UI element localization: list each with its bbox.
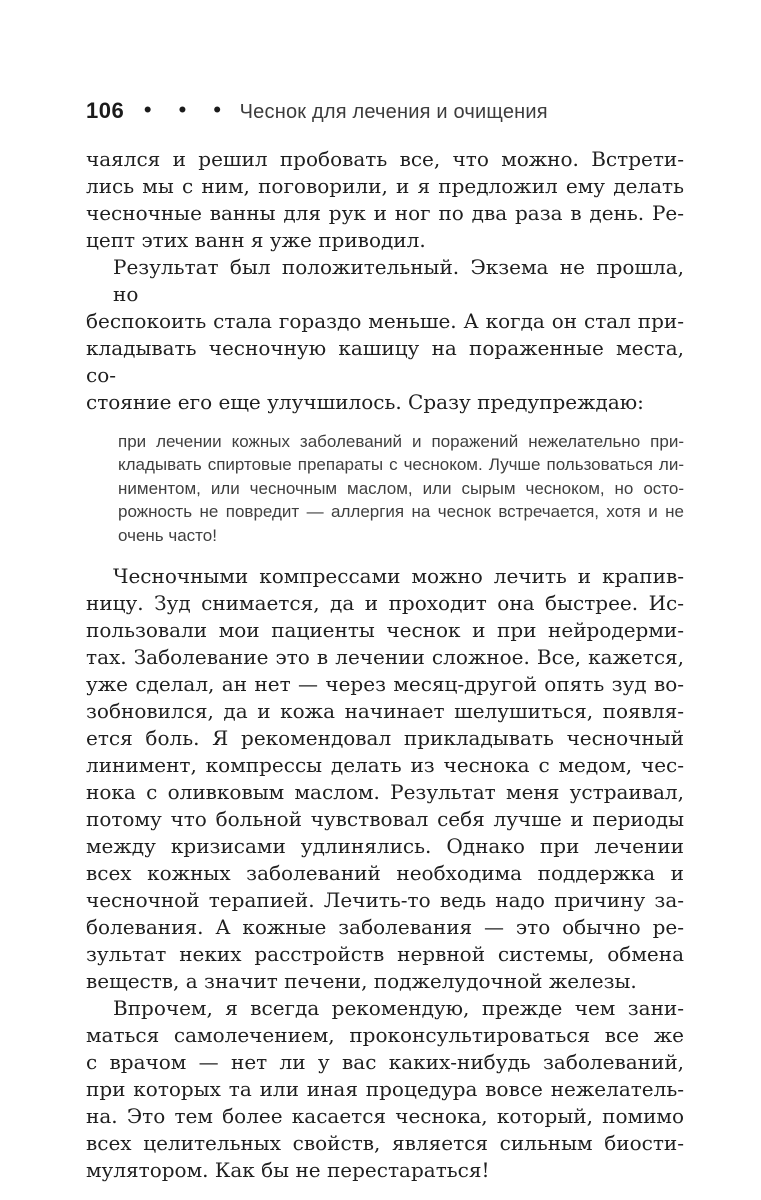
text-line: болевания. А кожные заболевания — это обычно ре- xyxy=(86,915,684,940)
text-column xyxy=(86,146,684,1184)
text-line: чесночные ванны для рук и ног по два раза в день. Ре- xyxy=(86,201,684,225)
text-line: цепт этих ванн я уже приводил. xyxy=(86,228,426,252)
text-line: с врачом — нет ли у вас каких-нибудь заболеваний, xyxy=(86,1050,684,1075)
text-line: лись мы с ним, поговорили, и я предложил ему делать xyxy=(86,174,684,198)
text-line: чесночной терапией. Лечить-то ведь надо причину за- xyxy=(86,888,684,913)
text-line: уже сделал, ан нет — через месяц-другой опять зуд во- xyxy=(86,672,684,697)
text-line: тах. Заболевание это в лечении сложное. Все, кажется, xyxy=(86,645,684,670)
text-line: кладывать спиртовые препараты с чесноком. Лучше пользоваться ли- xyxy=(118,455,684,475)
text-line: рожность не повредит — аллергия на чеснок встречается, хотя и не xyxy=(118,502,684,522)
text-line: ниментом, или чесночным маслом, или сырым чесноком, но осто- xyxy=(118,478,684,498)
paragraph xyxy=(86,563,684,995)
text-line: пользовали мои пациенты чеснок и при нейродерми- xyxy=(86,618,684,643)
text-line: при лечении кожных заболеваний и поражений нежелательно при- xyxy=(118,432,684,451)
text-line: линимент, компрессы делать из чеснока с медом, чес- xyxy=(86,753,684,778)
text-line: всех целительных свойств, является сильным биости- xyxy=(86,1131,684,1156)
text-line: зобновился, да и кожа начинает шелушиться, появля- xyxy=(86,699,684,724)
text-line: стояние его еще улучшилось. Сразу предупреждаю: xyxy=(86,390,644,414)
text-line: очень часто! xyxy=(118,525,217,545)
text-line: Чесночными компрессами можно лечить и крапив- xyxy=(113,564,684,589)
text-line: Впрочем, я всегда рекомендую, прежде чем зани- xyxy=(113,996,684,1021)
text-line: на. Это тем более касается чеснока, который, помимо xyxy=(86,1104,684,1129)
paragraph xyxy=(86,146,684,254)
text-line: Результат был положительный. Экзема не прошла, но xyxy=(113,255,684,306)
text-line: ется боль. Я рекомендовал прикладывать чесночный xyxy=(86,726,684,751)
note-block xyxy=(118,430,684,547)
text-line: кладывать чесночную кашицу на пораженные места, со- xyxy=(86,336,684,387)
text-line: между кризисами удлинялись. Однако при лечении xyxy=(86,834,684,859)
page-number: 106 xyxy=(86,98,125,123)
text-line: мулятором. Как бы не перестараться! xyxy=(86,1158,490,1183)
text-line: потому что больной чувствовал себя лучше и периоды xyxy=(86,807,684,832)
text-line: нока с оливковым маслом. Результат меня устраивал, xyxy=(86,780,684,805)
text-line: маться самолечением, проконсультироваться все же xyxy=(86,1023,684,1048)
page-header xyxy=(86,98,684,124)
text-line: ницу. Зуд снимается, да и проходит она быстрее. Ис- xyxy=(86,591,684,616)
text-line: при которых та или иная процедура вовсе нежелатель- xyxy=(86,1077,684,1102)
running-head-book-title: Чеснок для лечения и очищения xyxy=(239,101,548,123)
text-line: веществ, а значит печени, поджелудочной железы. xyxy=(86,969,637,994)
paragraph xyxy=(86,254,684,416)
paragraph xyxy=(86,995,684,1184)
text-line: беспокоить стала гораздо меньше. А когда он стал при- xyxy=(86,309,684,333)
text-line: зультат неких расстройств нервной системы, обмена xyxy=(86,942,684,967)
text-line: чаялся и решил пробовать все, что можно. Встрети- xyxy=(86,147,684,171)
text-line: всех кожных заболеваний необходима поддержка и xyxy=(86,861,684,886)
separator-dots-icon: • • • xyxy=(142,101,232,121)
